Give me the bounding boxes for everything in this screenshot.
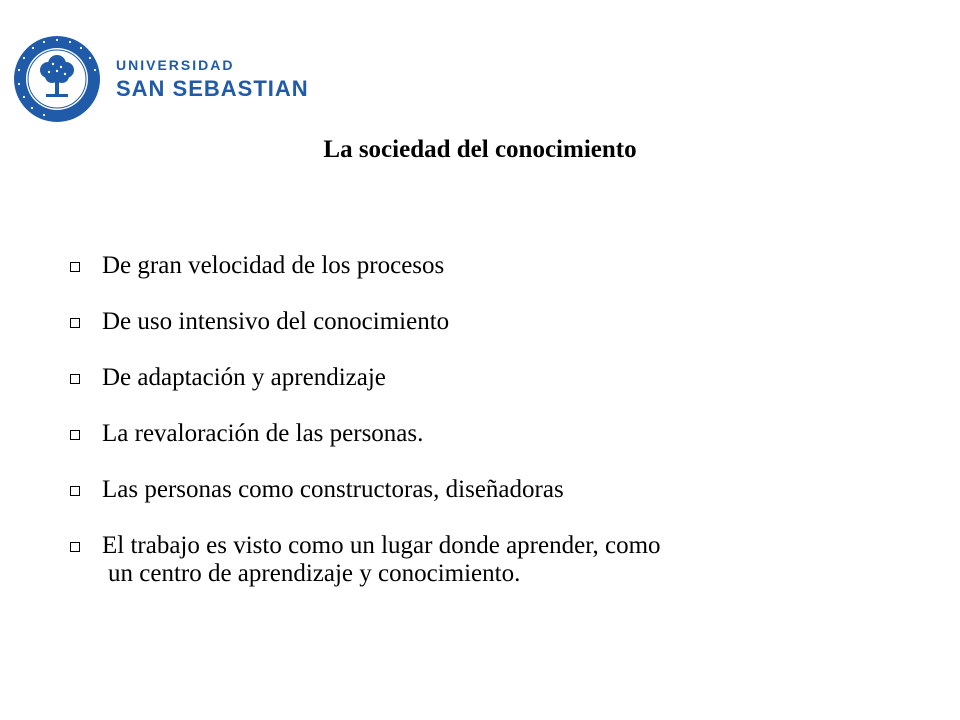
bullet-list [70, 252, 930, 588]
university-name-bottom: SAN SEBASTIAN [116, 76, 309, 101]
bullet-item [70, 532, 930, 588]
hollow-square-bullet-icon [70, 262, 80, 272]
hollow-square-bullet-icon [70, 430, 80, 440]
university-seal-icon [12, 34, 102, 124]
bullet-text: De gran velocidad de los procesos [102, 252, 445, 279]
bullet-item [70, 476, 930, 504]
bullet-item [70, 420, 930, 448]
bullet-item [70, 364, 930, 392]
slide-title: La sociedad del conocimiento [323, 136, 637, 163]
bullet-text: De adaptación y aprendizaje [102, 364, 386, 391]
bullet-text: El trabajo es visto como un lugar donde aprender, como [102, 532, 661, 559]
bullet-continuation-text: un centro de aprendizaje y conocimiento. [108, 560, 521, 587]
bullet-item [70, 252, 930, 280]
hollow-square-bullet-icon [70, 542, 80, 552]
bullet-text: La revaloración de las personas. [102, 420, 424, 447]
university-name-top: UNIVERSIDAD [116, 57, 235, 73]
bullet-item [70, 308, 930, 336]
hollow-square-bullet-icon [70, 318, 80, 328]
bullet-text: De uso intensivo del conocimiento [102, 308, 450, 335]
university-wordmark [116, 58, 309, 100]
bullet-text: Las personas como constructoras, diseñadoras [102, 476, 564, 503]
hollow-square-bullet-icon [70, 374, 80, 384]
university-logo [12, 34, 332, 124]
hollow-square-bullet-icon [70, 486, 80, 496]
